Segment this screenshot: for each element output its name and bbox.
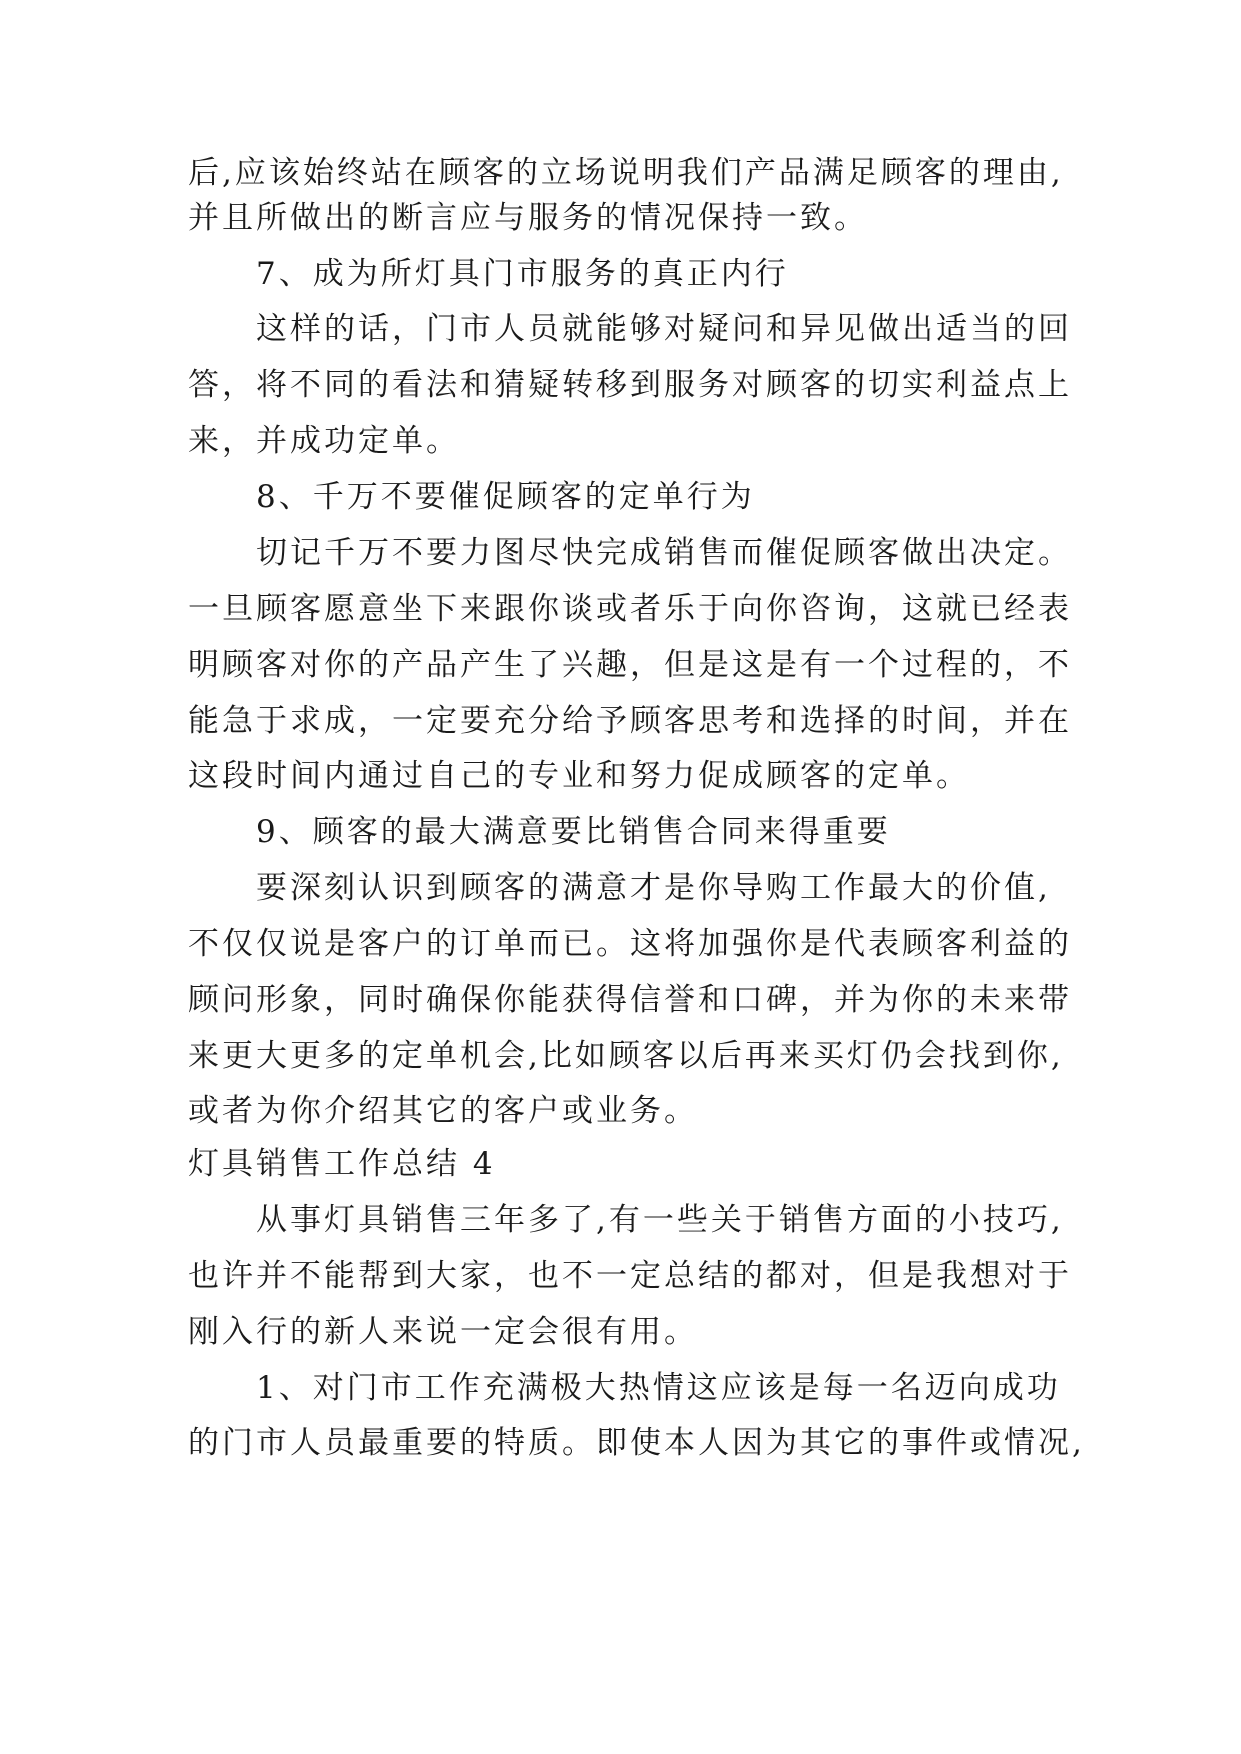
paragraph-line: 或者为你介绍其它的客户或业务。	[188, 1093, 698, 1129]
paragraph-line: 从事灯具销售三年多了,有一些关于销售方面的小技巧,	[256, 1202, 1064, 1238]
paragraph-line: 要深刻认识到顾客的满意才是你导购工作最大的价值,	[256, 870, 1051, 906]
paragraph-line: 并且所做出的断言应与服务的情况保持一致。	[188, 200, 868, 236]
section-heading-8: 8、千万不要催促顾客的定单行为	[256, 479, 755, 515]
paragraph-line: 也许并不能帮到大家，也不一定总结的都对，但是我想对于	[188, 1258, 1072, 1294]
paragraph-line: 顾问形象，同时确保你能获得信誉和口碑，并为你的未来带	[188, 982, 1072, 1018]
paragraph-line: 切记千万不要力图尽快完成销售而催促顾客做出决定。	[256, 535, 1072, 571]
document-title: 灯具销售工作总结 4	[188, 1146, 496, 1182]
paragraph-line: 答，将不同的看法和猜疑转移到服务对顾客的切实利益点上	[188, 367, 1072, 403]
section-heading-9: 9、顾客的最大满意要比销售合同来得重要	[256, 814, 891, 850]
paragraph-line: 这段时间内通过自己的专业和努力促成顾客的定单。	[188, 758, 970, 794]
paragraph-line: 来，并成功定单。	[188, 423, 460, 459]
paragraph-line: 不仅仅说是客户的订单而已。这将加强你是代表顾客利益的	[188, 926, 1072, 962]
paragraph-line: 后,应该始终站在顾客的立场说明我们产品满足顾客的理由,	[188, 155, 1064, 191]
paragraph-line: 能急于求成，一定要充分给予顾客思考和选择的时间，并在	[188, 703, 1072, 739]
paragraph-line: 一旦顾客愿意坐下来跟你谈或者乐于向你咨询，这就已经表	[188, 591, 1072, 627]
section-heading-1: 1、对门市工作充满极大热情这应该是每一名迈向成功	[256, 1370, 1061, 1406]
paragraph-line: 刚入行的新人来说一定会很有用。	[188, 1314, 698, 1350]
paragraph-line: 明顾客对你的产品产生了兴趣，但是这是有一个过程的，不	[188, 647, 1072, 683]
paragraph-line: 来更大更多的定单机会,比如顾客以后再来买灯仍会找到你,	[188, 1038, 1064, 1074]
paragraph-line: 这样的话，门市人员就能够对疑问和异见做出适当的回	[256, 311, 1072, 347]
paragraph-line: 的门市人员最重要的特质。即使本人因为其它的事件或情况,	[188, 1425, 1085, 1461]
section-heading-7: 7、成为所灯具门市服务的真正内行	[256, 256, 789, 292]
